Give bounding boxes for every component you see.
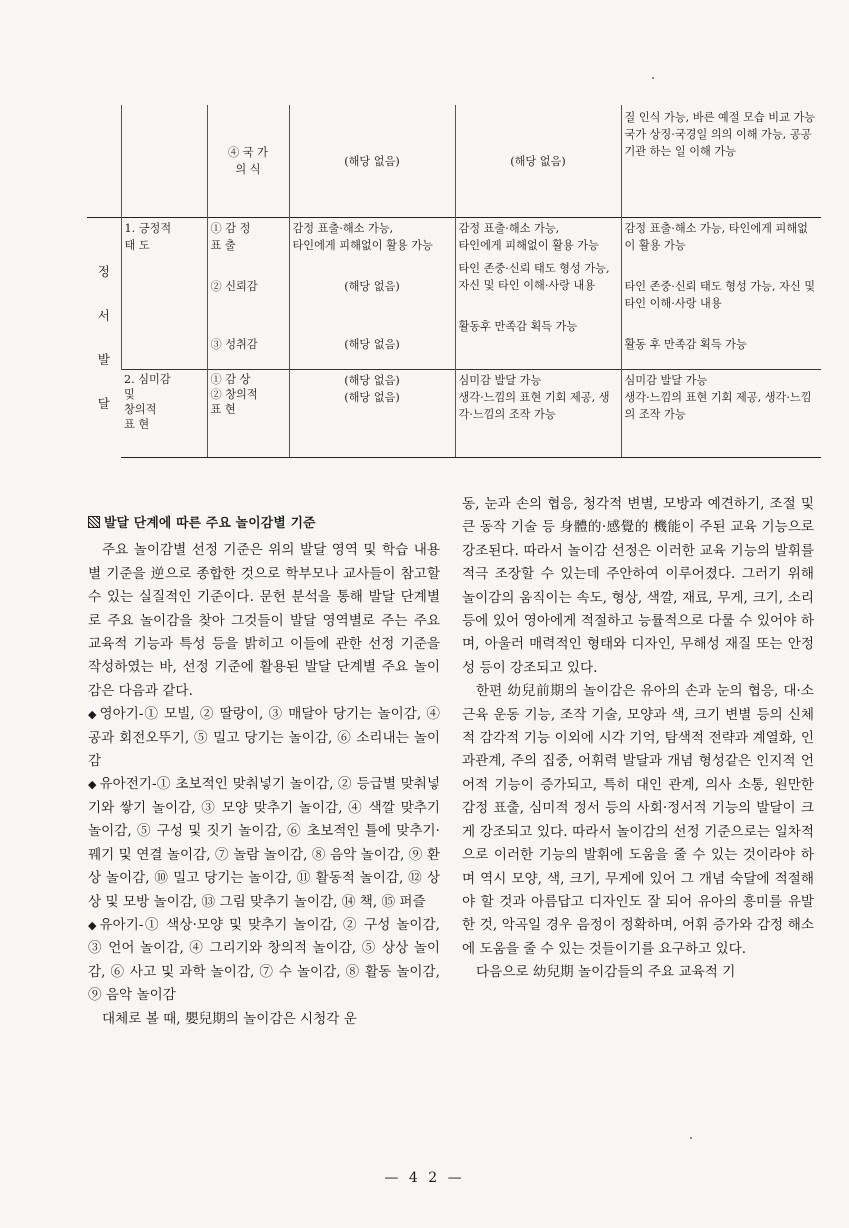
early-child-cell xyxy=(455,218,621,370)
list-item xyxy=(88,703,440,773)
list-item xyxy=(88,773,440,913)
early-emotion: 감정 표출·해소 가능, 타인에게 피해없이 활용 가능 xyxy=(458,222,599,252)
child-trust: 타인 존중·신뢰 태도 형성 가능, 자신 및 타인 이해·사랑 내용 xyxy=(624,280,816,310)
diamond-bullet-icon: ◆ xyxy=(88,918,97,932)
list-item-text: 유아전기-① 초보적인 맞춰넣기 놀이감, ② 등급별 맞춰넣기와 쌓기 놀이감, ③ 모양 맞추기 놀이감, ④ 색깔 맞추기 놀이감, ⑤ 구성 및 짓기 놀이감, ⑥ 초보적인 틀에 맞추기·꿰기 및 연결 놀이감, ⑦ 놀람 놀이감, ⑧ 음악 놀이감, ⑨ 환상 놀이감, ⑩ 밀고 당기는 놀이감, ⑪ 활동적 놀이감, ⑫ 상상 및 모방 놀이감, ⑬ 그림 맞추기 놀이감, ⑭ 책, ⑮ 퍼즐 xyxy=(88,776,440,910)
sub-trust: ② 신뢰감 xyxy=(210,280,258,293)
infant-achievement: (해당 없음) xyxy=(344,338,400,351)
table-cell xyxy=(87,105,121,218)
paragraph: 다음으로 幼兒期 놀이감들의 주요 교육적 기 xyxy=(476,964,736,981)
left-column xyxy=(88,512,440,1031)
infant-trust: (해당 없음) xyxy=(344,280,400,293)
scan-speck xyxy=(690,1137,692,1139)
early-achievement: 활동후 만족감 획득 가능 xyxy=(458,320,578,333)
cell-infant: (해당 없음) xyxy=(289,105,455,218)
subcategory-cell xyxy=(207,218,289,370)
child-cell xyxy=(621,218,821,370)
paragraph: 주요 놀이감별 선정 기준은 위의 발달 영역 및 학습 내용별 기준을 逆으로 종합한 것으로 학부모나 교사들이 참고할 수 있는 실질적인 기준이다. 문헌 분석을 통해 발달 단계별로 주요 놀이감을 찾아 그것들이 발달 영역별로 주는 주요 교육적 기능과 특성 등을 밝히고 이들에 관한 선정 기준을 작성하였는 바, 선정 기준에 활용된 발달 단계별 주요 놀이감은 다음과 같다. xyxy=(88,542,440,699)
infant-cell xyxy=(289,218,455,370)
child-aesthetic: 심미감 발달 가능 생각·느낌의 표현 기회 제공, 생각·느낌의 조작 가능 xyxy=(621,370,821,458)
early-aesthetic: 심미감 발달 가능 생각·느낌의 표현 기회 제공, 생각·느낌의 조작 가능 xyxy=(455,370,621,458)
cell-early-child: (해당 없음) xyxy=(455,105,621,218)
table-row xyxy=(87,370,821,458)
category-positive-attitude: 1. 긍정적 태 도 xyxy=(121,218,207,370)
list-item-text: 유아기-① 색상·모양 및 맞추기 놀이감, ② 구성 놀이감, ③ 언어 놀이감, ④ 그리기와 창의적 놀이감, ⑤ 상상 놀이감, ⑥ 사고 및 과학 놀이감, ⑦ 수 놀이감, ⑧ 활동 놀이감, ⑨ 음악 놀이감 xyxy=(88,916,440,1004)
infant-emotion: 감정 표출·해소 가능, 타인에게 피해없이 활용 가능 xyxy=(292,222,433,252)
section-heading xyxy=(88,512,440,535)
early-trust: 타인 존중·신뢰 태도 형성 가능, 자신 및 타인 이해·사랑 내용 xyxy=(458,262,610,292)
category-aesthetic: 2. 심미감 및 창의적 표 현 xyxy=(121,370,207,458)
diamond-bullet-icon: ◆ xyxy=(88,778,97,792)
child-achievement: 활동 후 만족감 획득 가능 xyxy=(624,338,747,351)
subcategory-nation: ④ 국 가 의 식 xyxy=(207,105,289,218)
child-emotion: 감정 표출·해소 가능, 타인에게 피해없이 활용 가능 xyxy=(624,222,808,252)
infant-aesthetic: (해당 없음) (해당 없음) xyxy=(289,370,455,458)
right-column xyxy=(462,493,814,985)
square-bullet-icon xyxy=(88,516,100,528)
table-row xyxy=(87,105,821,218)
table-row xyxy=(87,218,821,370)
section-label-emotional: 정 서 발 달 xyxy=(87,218,121,458)
diamond-bullet-icon: ◆ xyxy=(88,708,97,722)
sub-appreciation: ① 감 상 ② 창의적 표 현 xyxy=(207,370,289,458)
section-heading-text: 발달 단계에 따른 주요 놀이감별 기준 xyxy=(104,516,316,531)
table-cell xyxy=(121,105,207,218)
sub-emotion: ① 감 정 표 출 xyxy=(210,222,251,252)
sub-achievement: ③ 성취감 xyxy=(210,338,258,351)
cell-child: 질 인식 가능, 바른 예절 모습 비교 가능 국가 상징·국경일 의의 이해 가능, 공공 기관 하는 일 이해 가능 xyxy=(621,105,821,218)
paragraph: 동, 눈과 손의 협응, 청각적 변별, 모방과 예견하기, 조절 및 큰 동작 기술 등 身體的·感覺的 機能이 주된 교육 기능으로 강조된다. 따라서 놀이감 선정은 이러한 교육 기능의 발휘를 적극 조장할 수 있는데 주안하여 이루어졌다. 그러기 위해 놀이감의 움직이는 속도, 형상, 색깔, 재료, 무게, 크기, 소리 등에 있어 영아에게 적절하고 능률적으로 다룰 수 있어야 하며, 아울러 매력적인 형태와 디자인, 무해성 재질 또는 안정성 등이 강조되고 있다. xyxy=(462,496,814,676)
list-item-text: 영아기-① 모빌, ② 딸랑이, ③ 매달아 당기는 놀이감, ④ 공과 회전오뚜기, ⑤ 밀고 당기는 놀이감, ⑥ 소리내는 놀이감 xyxy=(88,706,440,770)
scan-speck xyxy=(652,77,654,79)
paragraph: 대체로 볼 때, 嬰兒期의 놀이감은 시청각 운 xyxy=(102,1010,357,1027)
development-criteria-table xyxy=(87,105,821,458)
paragraph: 한편 幼兒前期의 놀이감은 유아의 손과 눈의 협응, 대·소근육 운동 기능, 조작 기술, 모양과 색, 크기 변별 등의 신체적 감각적 기능 이외에 시각 기억, 탐색적 전략과 계열화, 인과관계, 주의 집중, 어휘력 발달과 개념 형성같은 인지적 언어적 기능이 증가되고, 특히 대인 관계, 의사 소통, 원만한 감정 표출, 심미적 정서 등의 사회·정서적 기능의 발달이 크게 강조되고 있다. 따라서 놀이감의 선정 기준으로는 일차적으로 이러한 기능의 발휘에 도움을 줄 수 있는 것이라야 하며 역시 모양, 색, 크기, 무게에 있어 그 개념 숙달에 적절해야 할 것과 아름답고 디자인도 잘 되어 유아의 흥미를 유발한 것, 악곡일 경우 음정이 정확하며, 어휘 증가와 감정 해소에 도움을 줄 수 있는 것들이기를 요구하고 있다. xyxy=(462,683,814,957)
list-item xyxy=(88,914,440,1008)
page-number: — 4 2 — xyxy=(384,1170,465,1186)
